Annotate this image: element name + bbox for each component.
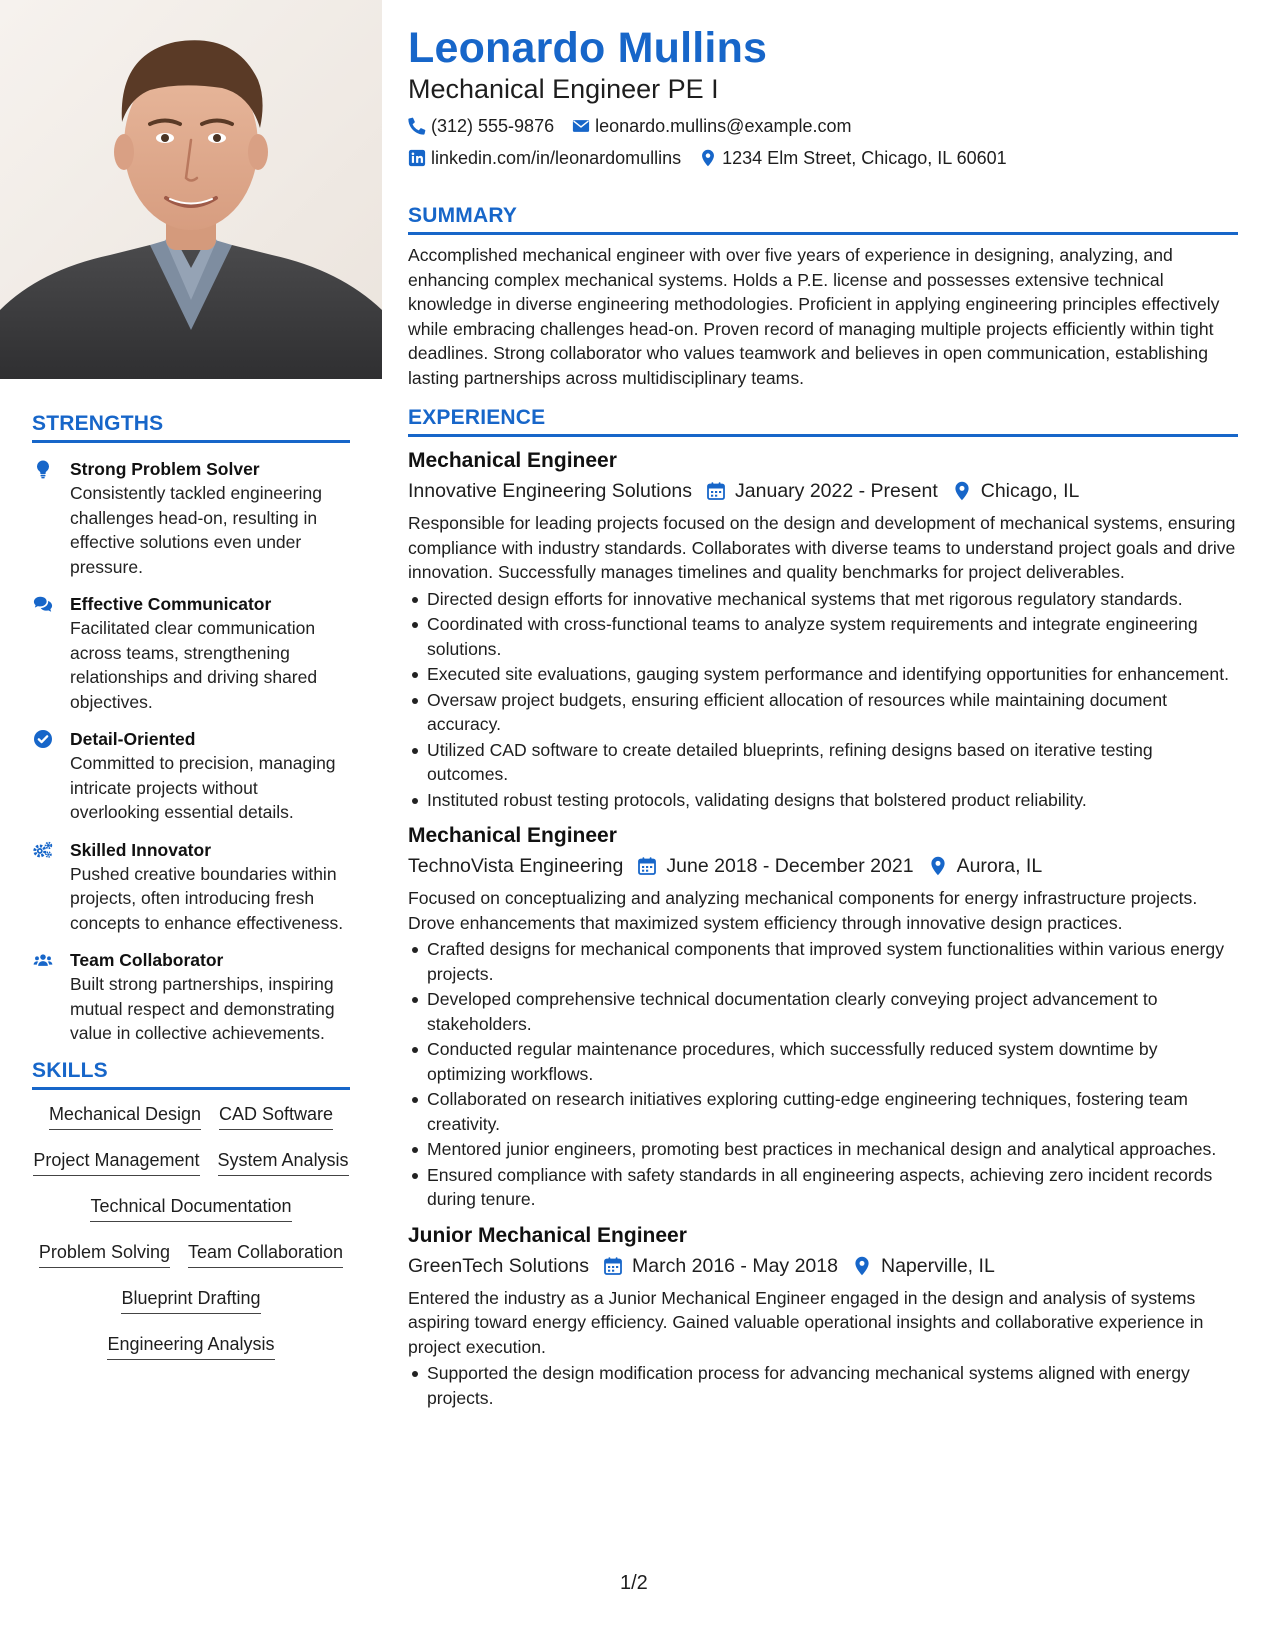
- map-pin-icon: [952, 481, 972, 501]
- job-entry: [408, 1222, 1238, 1411]
- job-description: Responsible for leading projects focused on the design and development of mechanical systems, ensuring compliance with industry standards. Collaborates with diverse teams to understand project goals and drive innovation. Successfully manages timelines and quality benchmarks for project deliverables.: [408, 513, 1236, 582]
- strength-title: Effective Communicator: [70, 594, 272, 614]
- bullet-item: Utilized CAD software to create detailed blueprints, refining designs based on iterative testing outcomes.: [408, 738, 1238, 787]
- job-description: Entered the industry as a Junior Mechanical Engineer engaged in the design and analysis of systems aspiring toward energy efficiency. Gained valuable operational insights and collaborative experience in project execution.: [408, 1287, 1204, 1357]
- summary-section: [408, 204, 1238, 390]
- job-bullets: [408, 587, 1238, 813]
- phone-icon: [408, 117, 426, 135]
- skill-tag: Blueprint Drafting: [121, 1286, 260, 1314]
- strength-title: Team Collaborator: [70, 950, 224, 970]
- experience-section: [408, 406, 1238, 1410]
- skill-tag: Problem Solving: [39, 1240, 170, 1268]
- contact-row-2: [408, 146, 1238, 170]
- strength-item: [32, 838, 350, 936]
- job-title: Mechanical Engineer: [408, 449, 617, 472]
- job-title-header: Mechanical Engineer PE I: [408, 74, 719, 104]
- main-content: [408, 22, 1238, 1411]
- strength-title: Detail-Oriented: [70, 729, 196, 749]
- job-dates: [637, 852, 913, 880]
- lightbulb-icon: [32, 459, 54, 479]
- calendar-icon: [637, 856, 657, 876]
- strength-desc: Facilitated clear communication across teams, strengthening relationships and driving shared objectives.: [70, 618, 318, 712]
- strength-item: [32, 457, 350, 579]
- skill-tag: Engineering Analysis: [107, 1332, 274, 1360]
- strength-item: [32, 727, 350, 825]
- strengths-heading: STRENGTHS: [32, 412, 350, 443]
- bullet-item: Oversaw project budgets, ensuring efficient allocation of resources while maintaining document accuracy.: [408, 688, 1238, 737]
- phone-contact[interactable]: [408, 114, 554, 138]
- calendar-icon: [603, 1256, 623, 1276]
- bullet-item: Executed site evaluations, gauging system performance and identifying opportunities for enhancement.: [408, 662, 1238, 687]
- job-bullets: [408, 1361, 1238, 1410]
- bullet-item: Ensured compliance with safety standards in all engineering aspects, achieving zero incident records during tenure.: [408, 1163, 1238, 1212]
- bullet-item: Crafted designs for mechanical components that improved system functionalities within various energy projects.: [408, 937, 1238, 986]
- map-pin-icon: [928, 856, 948, 876]
- experience-heading: EXPERIENCE: [408, 406, 1238, 437]
- strength-desc: Consistently tackled engineering challenges head-on, resulting in effective solutions even under pressure.: [70, 483, 322, 577]
- calendar-icon: [706, 481, 726, 501]
- page-number: 1/2: [620, 1572, 648, 1594]
- skill-tag: Project Management: [33, 1148, 199, 1176]
- job-title: Junior Mechanical Engineer: [408, 1223, 687, 1247]
- skills-heading: SKILLS: [32, 1059, 350, 1090]
- bullet-item: Conducted regular maintenance procedures, which successfully reduced system downtime by optimizing workflows.: [408, 1037, 1238, 1086]
- phone-text: (312) 555-9876: [431, 116, 555, 136]
- linkedin-text: linkedin.com/in/leonardomullins: [431, 148, 682, 168]
- gears-icon: [32, 840, 54, 860]
- envelope-icon: [572, 117, 590, 135]
- company-name: Innovative Engineering Solutions: [408, 480, 693, 502]
- job-meta: [408, 477, 1238, 505]
- summary-heading: SUMMARY: [408, 204, 1238, 235]
- job-dates: [706, 477, 938, 505]
- skill-tag: Technical Documentation: [90, 1194, 291, 1222]
- strength-title: Strong Problem Solver: [70, 459, 260, 479]
- job-company: [408, 852, 623, 880]
- job-entry: [408, 822, 1238, 1212]
- skills-section: [32, 1059, 350, 1378]
- profile-photo: [0, 0, 382, 379]
- strength-title: Skilled Innovator: [70, 839, 211, 860]
- job-meta: [408, 852, 1238, 880]
- strength-desc: Built strong partnerships, inspiring mutual respect and demonstrating value in collective achievements.: [70, 974, 335, 1043]
- skill-tag: System Analysis: [218, 1148, 349, 1176]
- job-dates: [603, 1252, 838, 1280]
- check-circle-icon: [32, 729, 54, 749]
- bullet-item: Coordinated with cross-functional teams to analyze system requirements and integrate engineering solutions.: [408, 612, 1238, 661]
- bullet-item: Instituted robust testing protocols, validating designs that bolstered product reliability.: [408, 788, 1238, 813]
- skill-tag: Mechanical Design: [49, 1102, 201, 1130]
- location-text: Aurora, IL: [956, 855, 1043, 877]
- users-icon: [32, 950, 54, 970]
- contact-row: [408, 114, 1238, 138]
- email-contact[interactable]: [572, 114, 851, 138]
- bullet-item: Developed comprehensive technical documentation clearly conveying project advancement to stakeholders.: [408, 987, 1238, 1036]
- bullet-item: Directed design efforts for innovative mechanical systems that met rigorous regulatory standards.: [408, 587, 1238, 612]
- strength-desc: Committed to precision, managing intricate projects without overlooking essential details.: [70, 753, 336, 822]
- address-contact: [699, 146, 1007, 170]
- map-pin-icon: [699, 149, 717, 167]
- skill-tag: Team Collaboration: [188, 1240, 343, 1268]
- bullet-item: Collaborated on research initiatives exploring cutting-edge engineering techniques, fostering team creativity.: [408, 1087, 1238, 1136]
- job-description: Focused on conceptualizing and analyzing mechanical components for energy infrastructure projects. Drove enhancements that maximized system efficiency through innovative design practices.: [408, 888, 1198, 933]
- strength-item: [32, 592, 350, 714]
- location-text: Chicago, IL: [980, 480, 1080, 502]
- job-meta: [408, 1252, 1238, 1280]
- company-name: GreenTech Solutions: [408, 1254, 590, 1277]
- comments-icon: [32, 594, 54, 614]
- linkedin-icon: [408, 149, 426, 167]
- map-pin-icon: [852, 1256, 872, 1276]
- job-company: [408, 1252, 589, 1280]
- job-location: [852, 1252, 995, 1280]
- dates-text: June 2018 - December 2021: [666, 855, 914, 877]
- strengths-list: [32, 457, 350, 1046]
- candidate-name: Leonardo Mullins: [408, 24, 768, 72]
- sidebar: [0, 0, 382, 1650]
- email-text: leonardo.mullins@example.com: [595, 116, 852, 136]
- location-text: Naperville, IL: [880, 1254, 995, 1277]
- strength-item: [32, 948, 350, 1046]
- sidebar-content: [32, 412, 350, 1378]
- job-location: [928, 852, 1043, 880]
- job-entry: [408, 447, 1238, 812]
- dates-text: March 2016 - May 2018: [632, 1254, 838, 1277]
- job-company: [408, 477, 692, 505]
- job-location: [952, 477, 1080, 505]
- address-text: 1234 Elm Street, Chicago, IL 60601: [722, 148, 1007, 168]
- bullet-item: Mentored junior engineers, promoting best practices in mechanical design and analytical approaches.: [408, 1137, 1238, 1162]
- company-name: TechnoVista Engineering: [408, 855, 624, 877]
- dates-text: January 2022 - Present: [735, 480, 938, 502]
- summary-text: Accomplished mechanical engineer with over five years of experience in designing, analyzing, and enhancing complex mechanical systems. Holds a P.E. license and possesses extensive technical knowledge in diverse engineering methodologies. Proficient in applying engineering principles effectively while embracing challenges head-on. Proven record of managing multiple projects efficiently within tight deadlines. Strong collaborator who values teamwork and believes in open communication, establishing lasting partnerships across multidisciplinary teams.: [408, 245, 1220, 388]
- job-title: Mechanical Engineer: [408, 824, 617, 847]
- bullet-item: Supported the design modification process for advancing mechanical systems aligned with energy projects.: [408, 1361, 1238, 1410]
- skills-list: [32, 1102, 350, 1378]
- skill-tag: CAD Software: [219, 1102, 333, 1130]
- job-bullets: [408, 937, 1238, 1212]
- strength-desc: Pushed creative boundaries within projects, often introducing fresh concepts to enhance effectiveness.: [70, 863, 344, 933]
- linkedin-contact[interactable]: [408, 146, 681, 170]
